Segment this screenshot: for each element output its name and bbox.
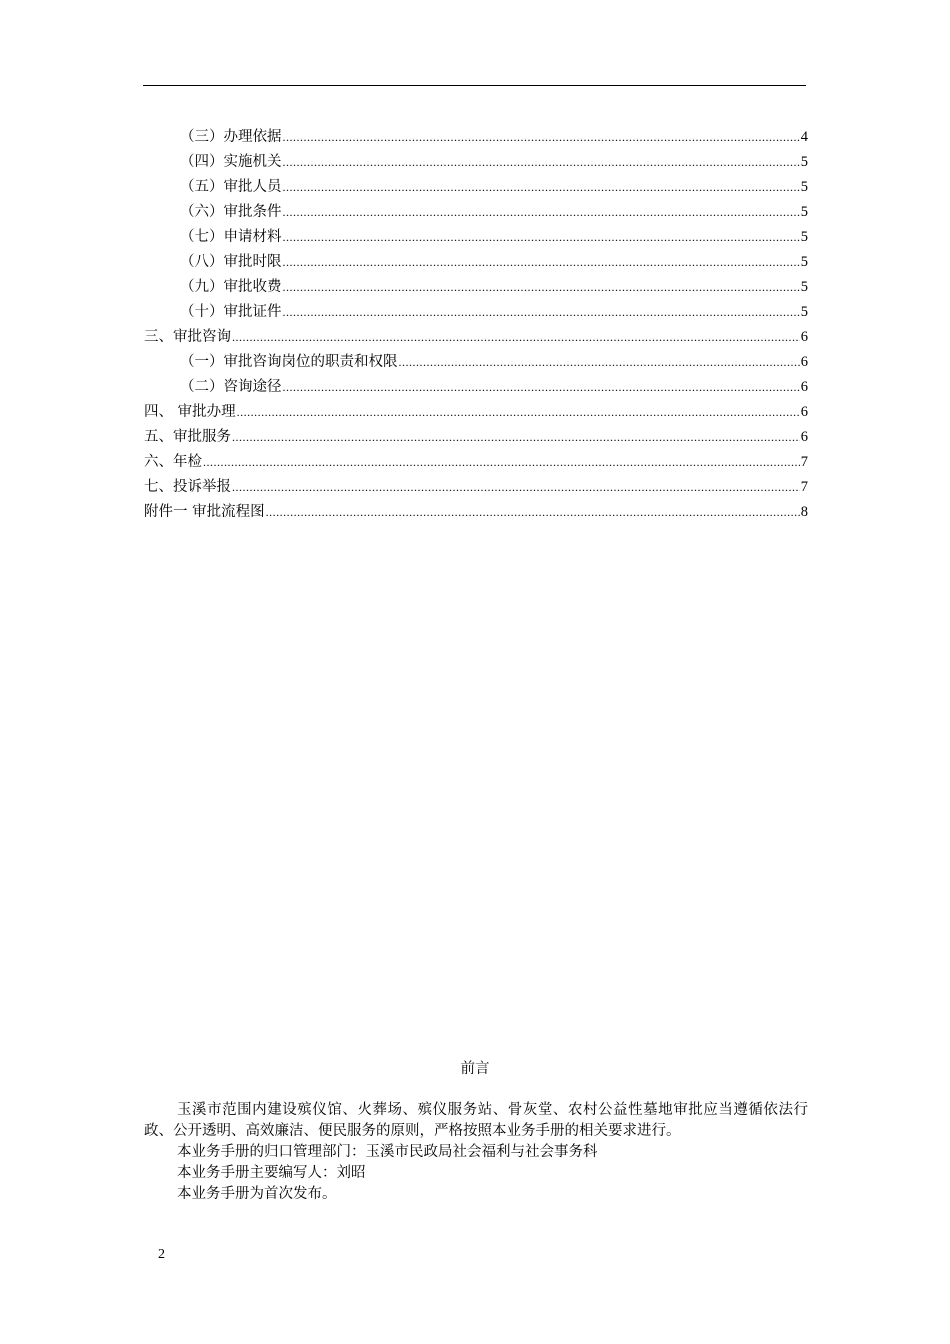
page-number: 2 (158, 1247, 165, 1262)
toc-entry-label: （六）审批条件 (180, 204, 282, 220)
toc-entry-page: 6 (800, 379, 808, 395)
toc-dot-leader (232, 475, 800, 500)
toc-entry-page: 6 (800, 329, 808, 345)
toc-entry[interactable] (144, 250, 808, 275)
toc-entry[interactable] (144, 225, 808, 250)
toc-entry-page: 6 (800, 354, 808, 370)
toc-dot-leader (283, 225, 800, 250)
toc-entry[interactable] (144, 175, 808, 200)
toc-entry-label: （四）实施机关 (180, 154, 282, 170)
toc-entry-page: 5 (800, 154, 808, 170)
toc-dot-leader (232, 425, 800, 450)
toc-entry-page: 8 (800, 504, 808, 520)
toc-dot-leader (283, 125, 800, 150)
toc-dot-leader (266, 500, 800, 525)
toc-entry[interactable] (144, 325, 808, 350)
toc-entry-label: 附件一 审批流程图 (144, 504, 265, 520)
toc-entry-label: （三）办理依据 (180, 129, 282, 145)
toc-entry-page: 5 (800, 229, 808, 245)
toc-entry-page: 5 (800, 304, 808, 320)
toc-entry-label: 三、审批咨询 (144, 329, 231, 345)
foreword-paragraph: 本业务手册的归口管理部门：玉溪市民政局社会福利与社会事务科 (177, 1144, 598, 1160)
toc-entry-label: （十）审批证件 (180, 304, 282, 320)
toc-entry[interactable] (144, 425, 808, 450)
toc-entry-page: 6 (800, 404, 808, 420)
toc-entry-page: 5 (800, 204, 808, 220)
toc-dot-leader (283, 175, 800, 200)
toc-entry-page: 7 (800, 479, 808, 495)
toc-entry-page: 7 (800, 454, 808, 470)
toc-entry[interactable] (144, 450, 808, 475)
foreword-title: 前言 (460, 1061, 490, 1077)
toc-entry-page: 4 (800, 129, 808, 145)
toc-entry[interactable] (144, 150, 808, 175)
toc-entry-label: （一）审批咨询岗位的职责和权限 (180, 354, 398, 370)
toc-entry[interactable] (144, 300, 808, 325)
toc-entry-label: 七、投诉举报 (144, 479, 231, 495)
toc-dot-leader (283, 200, 800, 225)
toc-entry-label: （八）审批时限 (180, 254, 282, 270)
toc-entry-label: 四、 审批办理 (144, 404, 236, 420)
foreword-paragraph: 本业务手册为首次发布。 (177, 1186, 337, 1202)
toc-entry[interactable] (144, 350, 808, 375)
toc-entry[interactable] (144, 275, 808, 300)
toc-entry[interactable] (144, 400, 808, 425)
foreword-body (144, 1100, 808, 1205)
toc-dot-leader (283, 150, 800, 175)
toc-dot-leader (283, 375, 800, 400)
toc-dot-leader (399, 350, 800, 375)
toc-dot-leader (283, 250, 800, 275)
toc-entry-label: （五）审批人员 (180, 179, 282, 195)
toc-entry-label: （二）咨询途径 (180, 379, 282, 395)
toc-entry[interactable] (144, 375, 808, 400)
toc-dot-leader (283, 275, 800, 300)
toc-entry-label: 五、审批服务 (144, 429, 231, 445)
toc-dot-leader (283, 300, 800, 325)
toc-dot-leader (237, 400, 800, 425)
toc-entry-page: 6 (800, 429, 808, 445)
toc-dot-leader (232, 325, 800, 350)
toc-entry[interactable] (144, 500, 808, 525)
toc-entry[interactable] (144, 200, 808, 225)
header-rule (143, 85, 806, 86)
toc-entry-page: 5 (800, 279, 808, 295)
foreword-paragraph: 玉溪市范围内建设殡仪馆、火葬场、殡仪服务站、骨灰堂、农村公益性墓地审批应当遵循依法行政、公开透明、高效廉洁、便民服务的原则，严格按照本业务手册的相关要求进行。 (144, 1102, 808, 1139)
table-of-contents (144, 125, 808, 525)
toc-entry[interactable] (144, 475, 808, 500)
toc-entry[interactable] (144, 125, 808, 150)
foreword-paragraph: 本业务手册主要编写人：刘昭 (177, 1165, 366, 1181)
toc-entry-page: 5 (800, 254, 808, 270)
toc-entry-label: 六、年检 (144, 454, 202, 470)
toc-entry-label: （七）申请材料 (180, 229, 282, 245)
toc-dot-leader (203, 450, 800, 475)
toc-entry-page: 5 (800, 179, 808, 195)
toc-entry-label: （九）审批收费 (180, 279, 282, 295)
